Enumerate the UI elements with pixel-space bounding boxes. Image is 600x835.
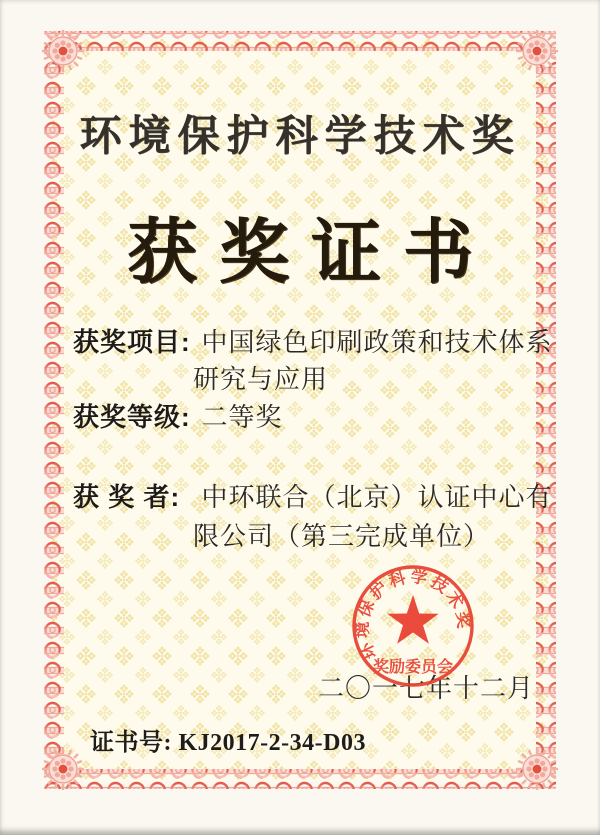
field-grade [73, 397, 553, 434]
certificate-number: KJ2017-2-34-D03 [178, 730, 366, 756]
issue-date: 二〇一七年十二月 [318, 673, 535, 703]
field-project-value-line1: 中国绿色印刷政策和技术体系 [201, 328, 553, 357]
award-title: 环境保护科学技术奖 [79, 114, 521, 160]
field-project [73, 322, 553, 359]
field-winner-value-line1: 中环联合（北京）认证中心有 [201, 483, 553, 512]
star-icon [387, 595, 438, 644]
field-winner-value-line2: 限公司（第三完成单位） [193, 522, 491, 551]
field-grade-label: 获奖等级: [73, 402, 191, 432]
field-project-label: 获奖项目: [73, 327, 191, 357]
field-winner [73, 477, 553, 514]
seal-bottom-text: 奖励委员会 [372, 659, 454, 676]
field-project-continuation [193, 359, 600, 396]
document-title: 获奖证书 [127, 215, 495, 292]
certificate-number-line [90, 722, 366, 757]
seal-ring-text: 环境保护科学技术奖 [353, 567, 473, 663]
field-project-value-line2: 研究与应用 [193, 365, 329, 394]
field-grade-value: 二等奖 [201, 403, 283, 432]
seal-stamp [328, 545, 498, 707]
certificate-number-label: 证书号: [90, 730, 172, 756]
field-winner-label: 获 奖 者: [73, 482, 181, 512]
